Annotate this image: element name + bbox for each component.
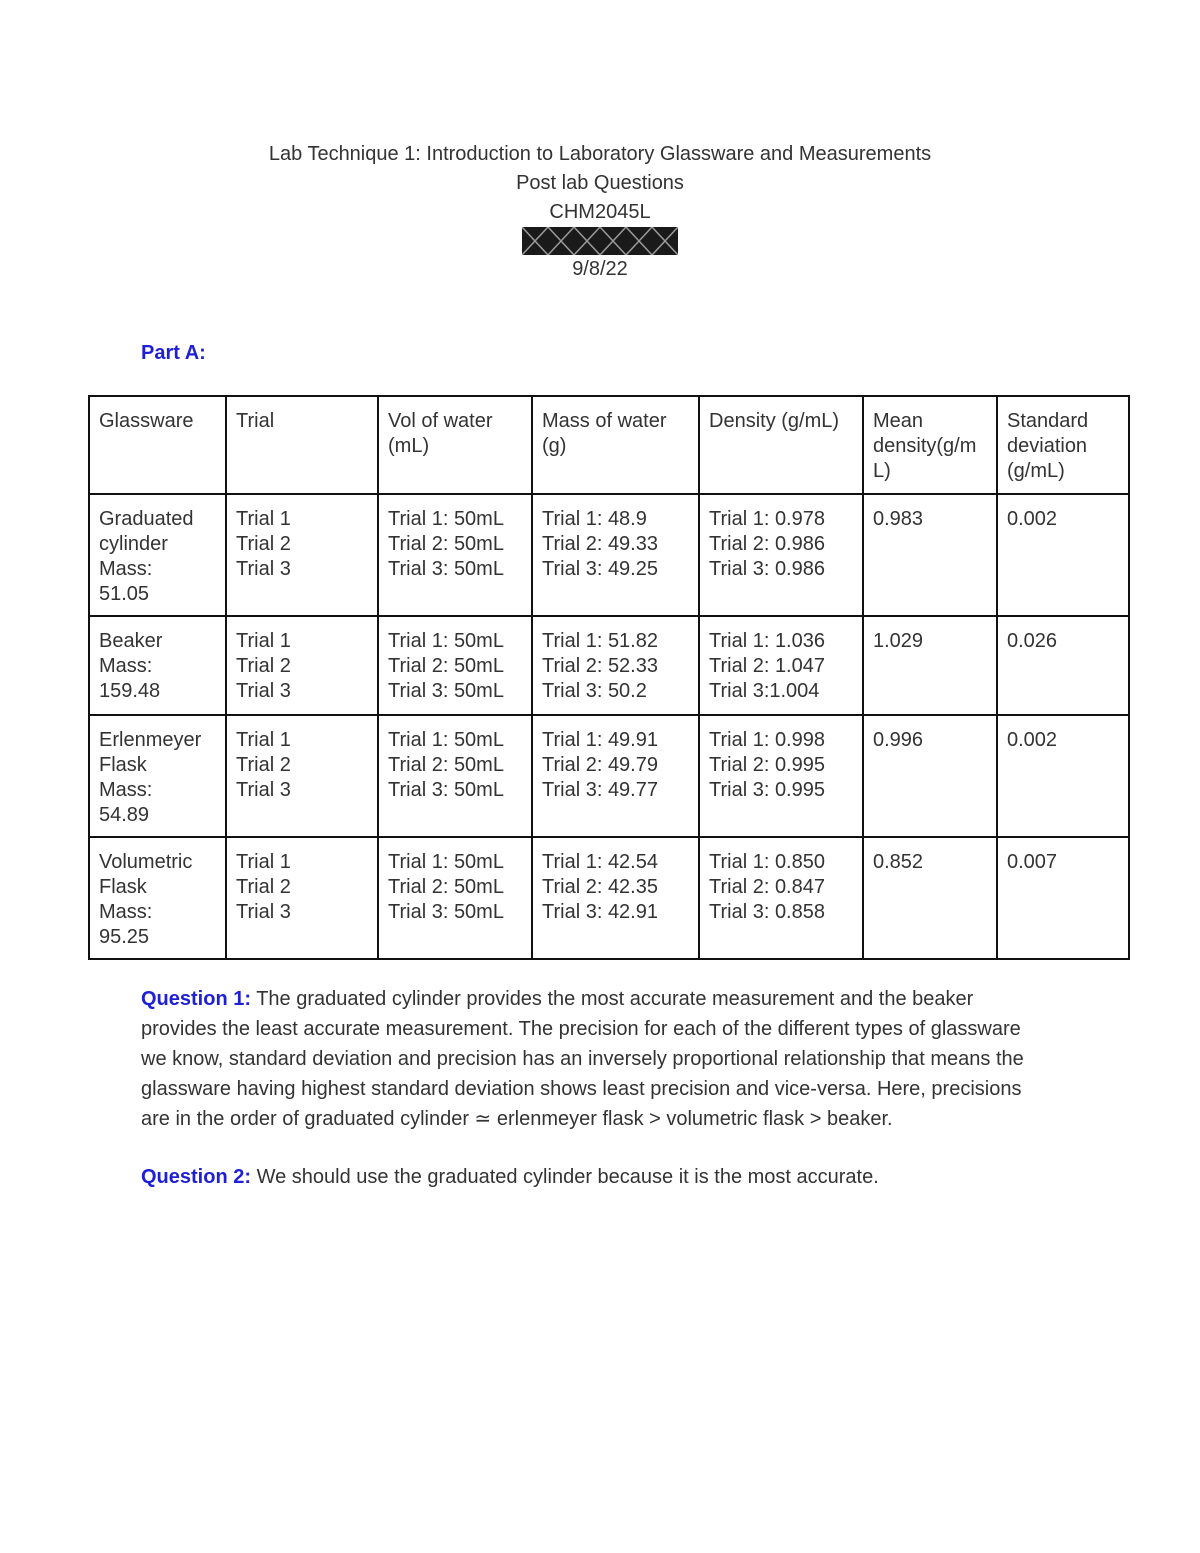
question-2-answer: We should use the graduated cylinder because it is the most accurate. xyxy=(251,1166,879,1188)
cell-glassware: Beaker Mass: 159.48 xyxy=(89,616,226,715)
header-standard-deviation: Standard deviation (g/mL) xyxy=(997,396,1129,494)
header-trial: Trial xyxy=(226,396,378,494)
header-mean-density: Mean density(g/m L) xyxy=(863,396,997,494)
cell-standard-deviation: 0.002 xyxy=(997,494,1129,616)
question-1 xyxy=(141,984,1051,1134)
cell-volume: Trial 1: 50mL Trial 2: 50mL Trial 3: 50mL xyxy=(378,837,532,959)
cell-volume: Trial 1: 50mL Trial 2: 50mL Trial 3: 50mL xyxy=(378,616,532,715)
table-row xyxy=(89,494,1129,616)
glassware-data-table xyxy=(88,395,1130,960)
table-header-row xyxy=(89,396,1129,494)
document-subtitle: Post lab Questions xyxy=(516,172,684,194)
cell-mean-density: 1.029 xyxy=(863,616,997,715)
cell-trial: Trial 1 Trial 2 Trial 3 xyxy=(226,715,378,837)
question-2-label: Question 2: xyxy=(141,1166,252,1188)
cell-mass: Trial 1: 42.54 Trial 2: 42.35 Trial 3: 42.91 xyxy=(532,837,699,959)
document-header xyxy=(0,140,1200,284)
cell-density: Trial 1: 0.978 Trial 2: 0.986 Trial 3: 0.986 xyxy=(699,494,863,616)
question-1-answer: The graduated cylinder provides the most accurate measurement and the beaker provides the least accurate measurement. The precision for each of the different types of glassware we know, standard deviation and precision has an inversely proportional relationship that means the glassware having highest standard deviation shows least precision and vice-versa. Here, precisions are in the order of graduated cylinder ≃ erlenmeyer flask > volumetric flask > beaker. xyxy=(141,988,1024,1130)
cell-standard-deviation: 0.026 xyxy=(997,616,1129,715)
header-density: Density (g/mL) xyxy=(699,396,863,494)
cell-density: Trial 1: 0.850 Trial 2: 0.847 Trial 3: 0.858 xyxy=(699,837,863,959)
cell-glassware: Volumetric Flask Mass: 95.25 xyxy=(89,837,226,959)
redacted-name-block xyxy=(522,227,678,255)
course-code: CHM2045L xyxy=(549,201,651,223)
cell-trial: Trial 1 Trial 2 Trial 3 xyxy=(226,837,378,959)
part-a-heading: Part A: xyxy=(141,342,206,364)
cell-mass: Trial 1: 48.9 Trial 2: 49.33 Trial 3: 49.25 xyxy=(532,494,699,616)
header-volume: Vol of water (mL) xyxy=(378,396,532,494)
cell-trial: Trial 1 Trial 2 Trial 3 xyxy=(226,616,378,715)
cell-mass: Trial 1: 49.91 Trial 2: 49.79 Trial 3: 49.77 xyxy=(532,715,699,837)
cell-mean-density: 0.852 xyxy=(863,837,997,959)
document-title: Lab Technique 1: Introduction to Laboratory Glassware and Measurements xyxy=(268,143,932,165)
questions-section xyxy=(141,984,1051,1192)
cell-standard-deviation: 0.002 xyxy=(997,715,1129,837)
cell-trial: Trial 1 Trial 2 Trial 3 xyxy=(226,494,378,616)
cell-volume: Trial 1: 50mL Trial 2: 50mL Trial 3: 50mL xyxy=(378,715,532,837)
table-row xyxy=(89,837,1129,959)
cell-mass: Trial 1: 51.82 Trial 2: 52.33 Trial 3: 50.2 xyxy=(532,616,699,715)
header-glassware: Glassware xyxy=(89,396,226,494)
cell-volume: Trial 1: 50mL Trial 2: 50mL Trial 3: 50mL xyxy=(378,494,532,616)
cell-density: Trial 1: 0.998 Trial 2: 0.995 Trial 3: 0.995 xyxy=(699,715,863,837)
header-mass: Mass of water (g) xyxy=(532,396,699,494)
redaction-pattern-icon xyxy=(522,227,678,255)
table-row xyxy=(89,715,1129,837)
cell-density: Trial 1: 1.036 Trial 2: 1.047 Trial 3:1.004 xyxy=(699,616,863,715)
question-1-label: Question 1: xyxy=(141,988,252,1010)
document-date: 9/8/22 xyxy=(572,258,628,280)
cell-glassware: Erlenmeyer Flask Mass: 54.89 xyxy=(89,715,226,837)
cell-glassware: Graduated cylinder Mass: 51.05 xyxy=(89,494,226,616)
cell-mean-density: 0.983 xyxy=(863,494,997,616)
cell-mean-density: 0.996 xyxy=(863,715,997,837)
cell-standard-deviation: 0.007 xyxy=(997,837,1129,959)
table-row xyxy=(89,616,1129,715)
question-2 xyxy=(141,1162,1051,1192)
